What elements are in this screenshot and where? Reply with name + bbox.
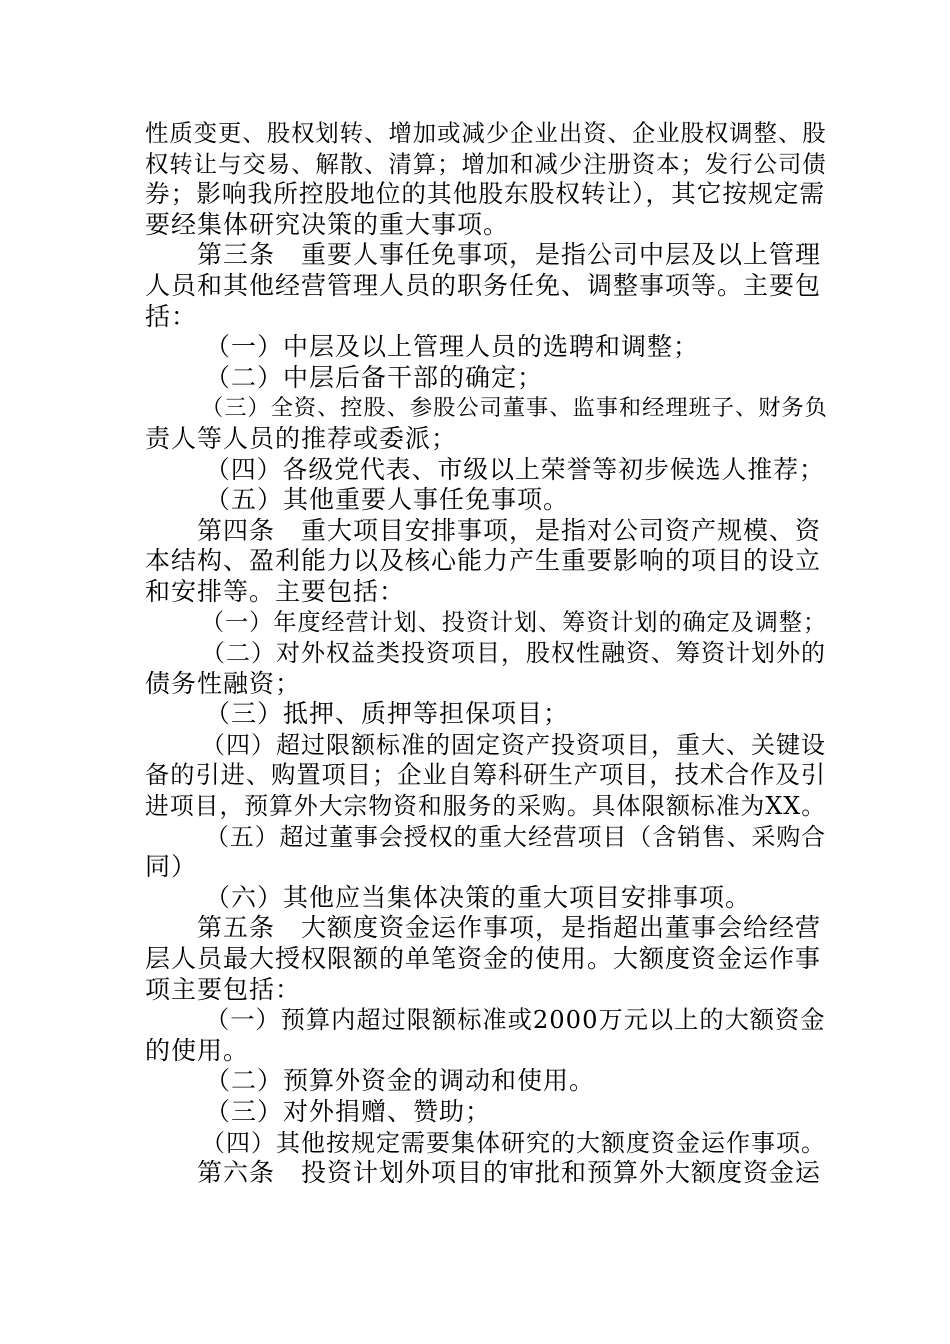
text-line: 的使用。 <box>145 1035 250 1065</box>
list-item: （四）各级党代表、市级以上荣誉等初步候选人推荐； <box>205 454 825 484</box>
text-line: 项主要包括： <box>145 974 302 1004</box>
list-item: （一）预算内超过限额标准或2000万元以上的大额资金 <box>205 1006 826 1035</box>
text-line: 人员和其他经营管理人员的职务任免、调整事项等。主要包 <box>145 270 822 300</box>
text-line: 券；影响我所控股地位的其他股东股权转让），其它按规定需 <box>145 179 825 209</box>
text-line: 和安排等。主要包括： <box>145 576 406 606</box>
list-item: （五）其他重要人事任免事项。 <box>205 485 570 515</box>
list-item: （一）年度经营计划、投资计划、筹资计划的确定及调整； <box>201 609 828 636</box>
list-item: （二）对外权益类投资项目，股权性融资、筹资计划外的 <box>201 639 826 668</box>
text-line: 权转让与交易、解散、清算；增加和减少注册资本；发行公司债 <box>145 149 827 178</box>
text-line: 本结构、盈利能力以及核心能力产生重要影响的项目的设立 <box>145 546 822 576</box>
article-5-heading: 第五条 大额度资金运作事项，是指超出董事会给经营 <box>197 913 822 943</box>
text-line: 括： <box>145 301 198 331</box>
list-item: （三）全资、控股、参股公司董事、监事和经理班子、财务负 <box>201 395 828 422</box>
list-item: （四）超过限额标准的固定资产投资项目，重大、关键设 <box>201 730 826 759</box>
document-page <box>145 118 828 1189</box>
text-line: 性质变更、股权划转、增加或减少企业出资、企业股权调整、股 <box>145 119 827 147</box>
text-line: 要经集体研究决策的重大事项。 <box>145 209 510 239</box>
text-line: 备的引进、购置项目；企业自筹科研生产项目，技术合作及引 <box>145 761 826 790</box>
text-line: 层人员最大授权限额的单笔资金的使用。大额度资金运作事 <box>145 944 822 974</box>
article-3-heading: 第三条 重要人事任免事项，是指公司中层及以上管理 <box>197 240 822 270</box>
list-item: （一）中层及以上管理人员的选聘和调整； <box>205 332 700 362</box>
list-item: （三）对外捐赠、赞助； <box>205 1097 492 1126</box>
text-line: 进项目，预算外大宗物资和服务的采购。具体限额标准为XX。 <box>145 792 827 821</box>
article-6-heading: 第六条 投资计划外项目的审批和预算外大额度资金运 <box>197 1158 822 1188</box>
list-item: （六）其他应当集体决策的重大项目安排事项。 <box>205 882 752 912</box>
list-item: （二）中层后备干部的确定； <box>205 362 544 392</box>
text-line: 债务性融资； <box>145 668 302 698</box>
text-line: 责人等人员的推荐或委派； <box>145 423 458 453</box>
list-item: （五）超过董事会授权的重大经营项目（含销售、采购合 <box>205 822 827 851</box>
article-4-heading: 第四条 重大项目安排事项，是指对公司资产规模、资 <box>197 515 822 545</box>
list-item: （二）预算外资金的调动和使用。 <box>205 1066 596 1096</box>
list-item: （四）其他按规定需要集体研究的大额度资金运作事项。 <box>201 1128 826 1157</box>
text-line: 同） <box>145 852 198 882</box>
list-item: （三）抵押、质押等担保项目； <box>205 699 570 729</box>
